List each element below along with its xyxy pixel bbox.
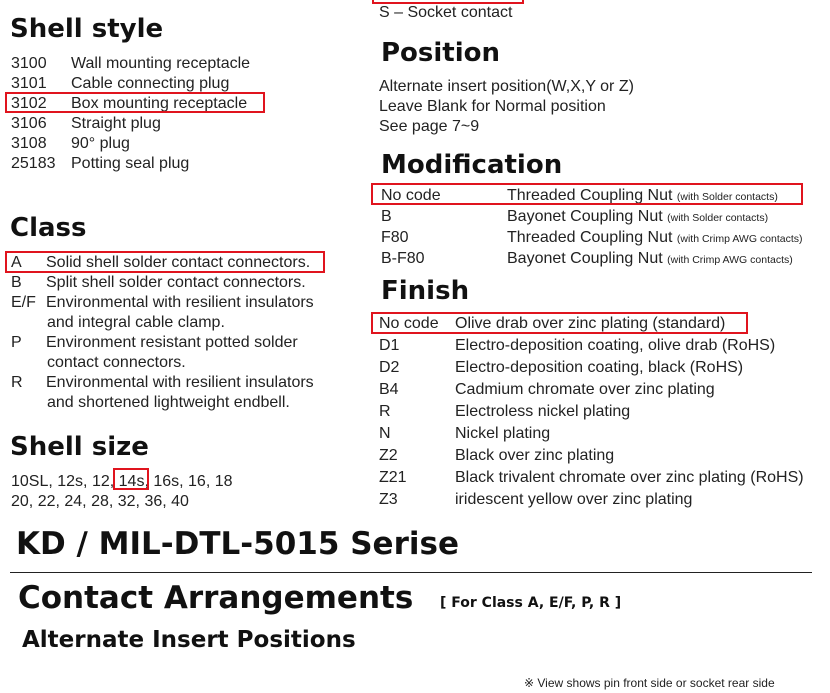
- shell-style-desc: Straight plug: [71, 115, 161, 132]
- finish-desc: Black over zinc plating: [455, 447, 615, 464]
- shell-style-row: [11, 54, 251, 74]
- highlight-box-14s: [113, 468, 149, 490]
- modification-row: [381, 207, 769, 227]
- modification-desc: [507, 207, 768, 228]
- class-desc: Environmental with resilient insulators: [46, 374, 314, 391]
- modification-code: F80: [381, 229, 409, 246]
- class-code: A: [11, 254, 22, 271]
- shell-style-desc: 90° plug: [71, 135, 130, 152]
- class-row: [11, 373, 314, 393]
- finish-code: No code: [379, 315, 439, 332]
- finish-desc: Cadmium chromate over zinc plating: [455, 381, 715, 398]
- highlight-box-class-a: [5, 251, 325, 273]
- modification-desc: [507, 249, 793, 270]
- shell-style-title: Shell style: [10, 14, 164, 44]
- finish-code: D2: [379, 359, 400, 376]
- class-row: [11, 293, 314, 313]
- position-line: Alternate insert position(W,X,Y or Z): [379, 78, 634, 95]
- finish-desc: Nickel plating: [455, 425, 551, 442]
- finish-desc: iridescent yellow over zinc plating: [455, 491, 693, 508]
- series-title: KD / MIL-DTL-5015 Serise: [16, 526, 459, 562]
- finish-row: [379, 402, 631, 422]
- class-desc: Split shell solder contact connectors.: [46, 274, 306, 291]
- shell-style-code: 3102: [11, 95, 47, 112]
- modification-note: (with Crimp AWG contacts): [676, 233, 803, 245]
- shell-style-code: 3100: [11, 55, 47, 72]
- modification-desc-main: Threaded Coupling Nut: [507, 187, 673, 204]
- shell-style-row: [11, 74, 230, 94]
- class-code: B: [11, 274, 22, 291]
- finish-desc: Olive drab over zinc plating (standard): [455, 315, 726, 332]
- class-desc: Environment resistant potted solder: [46, 334, 298, 351]
- shell-style-desc: Cable connecting plug: [71, 75, 230, 92]
- view-footnote: ※ View shows pin front side or socket rear side: [524, 676, 775, 690]
- finish-desc: Electroless nickel plating: [455, 403, 631, 420]
- finish-desc: Black trivalent chromate over zinc plating (RoHS): [455, 469, 804, 486]
- modification-desc-main: Bayonet Coupling Nut: [507, 250, 663, 267]
- finish-row: [379, 468, 804, 488]
- section-divider: [10, 572, 812, 573]
- shell-size-pre: 10SL, 12s, 12,: [11, 473, 119, 490]
- finish-row: [379, 446, 615, 466]
- finish-title: Finish: [381, 276, 470, 306]
- shell-size-highlight: 14s: [118, 473, 145, 490]
- socket-contact-text: S – Socket contact: [379, 4, 513, 21]
- shell-style-code: 3101: [11, 75, 47, 92]
- modification-code: No code: [381, 187, 441, 204]
- finish-code: Z2: [379, 447, 398, 464]
- class-desc-cont: and shortened lightweight endbell.: [47, 394, 290, 411]
- shell-size-line2: 20, 22, 24, 28, 32, 36, 40: [11, 493, 189, 510]
- class-desc-cont: and integral cable clamp.: [47, 314, 225, 331]
- finish-desc: Electro-deposition coating, olive drab (RoHS): [455, 337, 776, 354]
- modification-title: Modification: [381, 150, 563, 180]
- class-row: [11, 333, 298, 353]
- modification-code: B-F80: [381, 250, 425, 267]
- class-desc: Solid shell solder contact connectors.: [46, 254, 311, 271]
- class-desc: Environmental with resilient insulators: [46, 294, 314, 311]
- finish-row: [379, 336, 776, 356]
- modification-row: [381, 249, 793, 269]
- shell-style-row: [11, 134, 130, 154]
- class-code: E/F: [11, 294, 36, 311]
- shell-style-row: [11, 154, 190, 174]
- shell-style-desc: Wall mounting receptacle: [71, 55, 251, 72]
- finish-row: [379, 424, 551, 444]
- shell-size-title: Shell size: [10, 432, 149, 462]
- shell-style-desc: Box mounting receptacle: [71, 95, 248, 112]
- highlight-box-modification-nocode: [371, 183, 803, 205]
- finish-desc: Electro-deposition coating, black (RoHS): [455, 359, 744, 376]
- finish-row: [379, 490, 693, 510]
- highlight-box-3102: [5, 92, 265, 113]
- finish-row: [379, 358, 744, 378]
- modification-desc-main: Threaded Coupling Nut: [507, 229, 673, 246]
- shell-style-row: [11, 114, 161, 134]
- modification-note: (with Crimp AWG contacts): [667, 254, 793, 266]
- shell-style-code: 3108: [11, 135, 47, 152]
- shell-style-code: 3106: [11, 115, 47, 132]
- class-title: Class: [10, 213, 87, 243]
- shell-size-post: , 16s, 16, 18: [144, 473, 233, 490]
- contact-arrangements-title: Contact Arrangements: [18, 580, 414, 616]
- position-line: See page 7~9: [379, 118, 480, 135]
- position-title: Position: [381, 38, 501, 68]
- finish-code: D1: [379, 337, 400, 354]
- finish-code: N: [379, 425, 391, 442]
- shell-style-code: 25183: [11, 155, 56, 172]
- finish-code: R: [379, 403, 391, 420]
- contact-class-note: [ For Class A, E/F, P, R ]: [440, 595, 622, 611]
- finish-code: Z21: [379, 469, 407, 486]
- modification-code: B: [381, 208, 392, 225]
- modification-desc-main: Bayonet Coupling Nut: [507, 208, 663, 225]
- class-row: [11, 273, 306, 293]
- modification-note: (with Solder contacts): [667, 212, 769, 224]
- position-line: Leave Blank for Normal position: [379, 98, 606, 115]
- alternate-insert-title: Alternate Insert Positions: [22, 627, 356, 653]
- modification-desc: [507, 228, 803, 249]
- shell-style-desc: Potting seal plug: [71, 155, 190, 172]
- finish-row: [379, 380, 715, 400]
- finish-code: B4: [379, 381, 399, 398]
- class-desc-cont: contact connectors.: [47, 354, 186, 371]
- finish-code: Z3: [379, 491, 398, 508]
- class-code: P: [11, 334, 22, 351]
- modification-row: [381, 228, 803, 248]
- highlight-box-finish-nocode: [371, 312, 748, 334]
- class-code: R: [11, 374, 23, 391]
- modification-note: (with Solder contacts): [676, 191, 778, 203]
